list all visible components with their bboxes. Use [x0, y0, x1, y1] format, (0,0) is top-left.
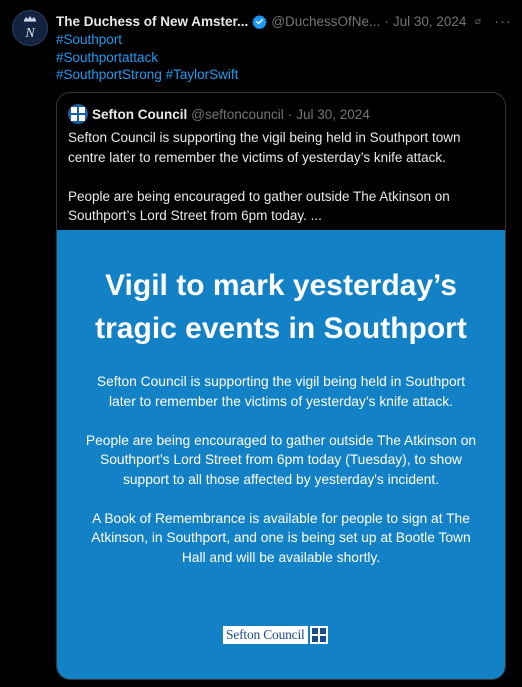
- quoted-tweet-header: [68, 104, 370, 124]
- tweet-date[interactable]: Jul 30, 2024: [392, 13, 467, 29]
- hashtag-link[interactable]: #SouthportStrong: [56, 67, 162, 82]
- separator-dot: ·: [287, 106, 293, 122]
- quoted-avatar: [68, 104, 88, 124]
- council-crest-icon: [70, 106, 86, 122]
- quoted-tweet-date[interactable]: Jul 30, 2024: [296, 106, 370, 122]
- monogram-crest-icon: [13, 11, 47, 45]
- hashtag-link[interactable]: #TaylorSwift: [165, 67, 239, 82]
- quoted-media-image[interactable]: [57, 230, 505, 679]
- hashtag-link[interactable]: #Southportattack: [56, 49, 159, 65]
- logo-crest-icon: [310, 626, 328, 644]
- author-name[interactable]: The Duchess of New Amster...: [56, 13, 249, 29]
- verified-badge-icon[interactable]: [252, 14, 267, 29]
- separator-dot: ·: [384, 13, 389, 29]
- svg-text:N: N: [25, 26, 35, 41]
- tweet-header: [56, 11, 512, 31]
- grok-icon[interactable]: [474, 14, 482, 29]
- quoted-tweet-text: [68, 128, 496, 226]
- media-body: [85, 372, 477, 567]
- tweet-text: [56, 31, 496, 84]
- media-paragraph: A Book of Remembrance is available for people to sign at The Atkinson, in Southport, and one is being set up at Bootle Town Hall and will be available shortly.: [91, 510, 471, 565]
- avatar[interactable]: [12, 10, 48, 46]
- more-options-icon[interactable]: ···: [494, 12, 512, 30]
- quoted-paragraph: People are being encouraged to gather outside The Atkinson on Southport’s Lord Street from 6pm today. ...: [68, 188, 450, 223]
- quoted-tweet[interactable]: [56, 92, 506, 680]
- media-paragraph: Sefton Council is supporting the vigil being held in Southport later to remember the victims of yesterday’s knife attack.: [96, 374, 466, 409]
- quoted-paragraph: Sefton Council is supporting the vigil being held in Southport town centre later to remember the victims of yesterday’s knife attack.: [68, 130, 461, 165]
- media-title: Vigil to mark yesterday’s tragic events in Southport: [95, 269, 467, 345]
- media-paragraph: People are being encouraged to gather outside The Atkinson on Southport’s Lord Street from 6pm today (Tuesday), to show support to all those affected by yesterday's incident.: [85, 432, 477, 487]
- logo-text: Sefton Council: [223, 626, 308, 644]
- hashtag-link[interactable]: #Southport: [56, 32, 123, 47]
- author-handle[interactable]: @DuchessOfNe...: [271, 13, 381, 29]
- quoted-author-name[interactable]: Sefton Council: [92, 106, 188, 122]
- quoted-author-handle[interactable]: @seftoncouncil: [191, 106, 284, 122]
- sefton-council-logo: [223, 624, 341, 646]
